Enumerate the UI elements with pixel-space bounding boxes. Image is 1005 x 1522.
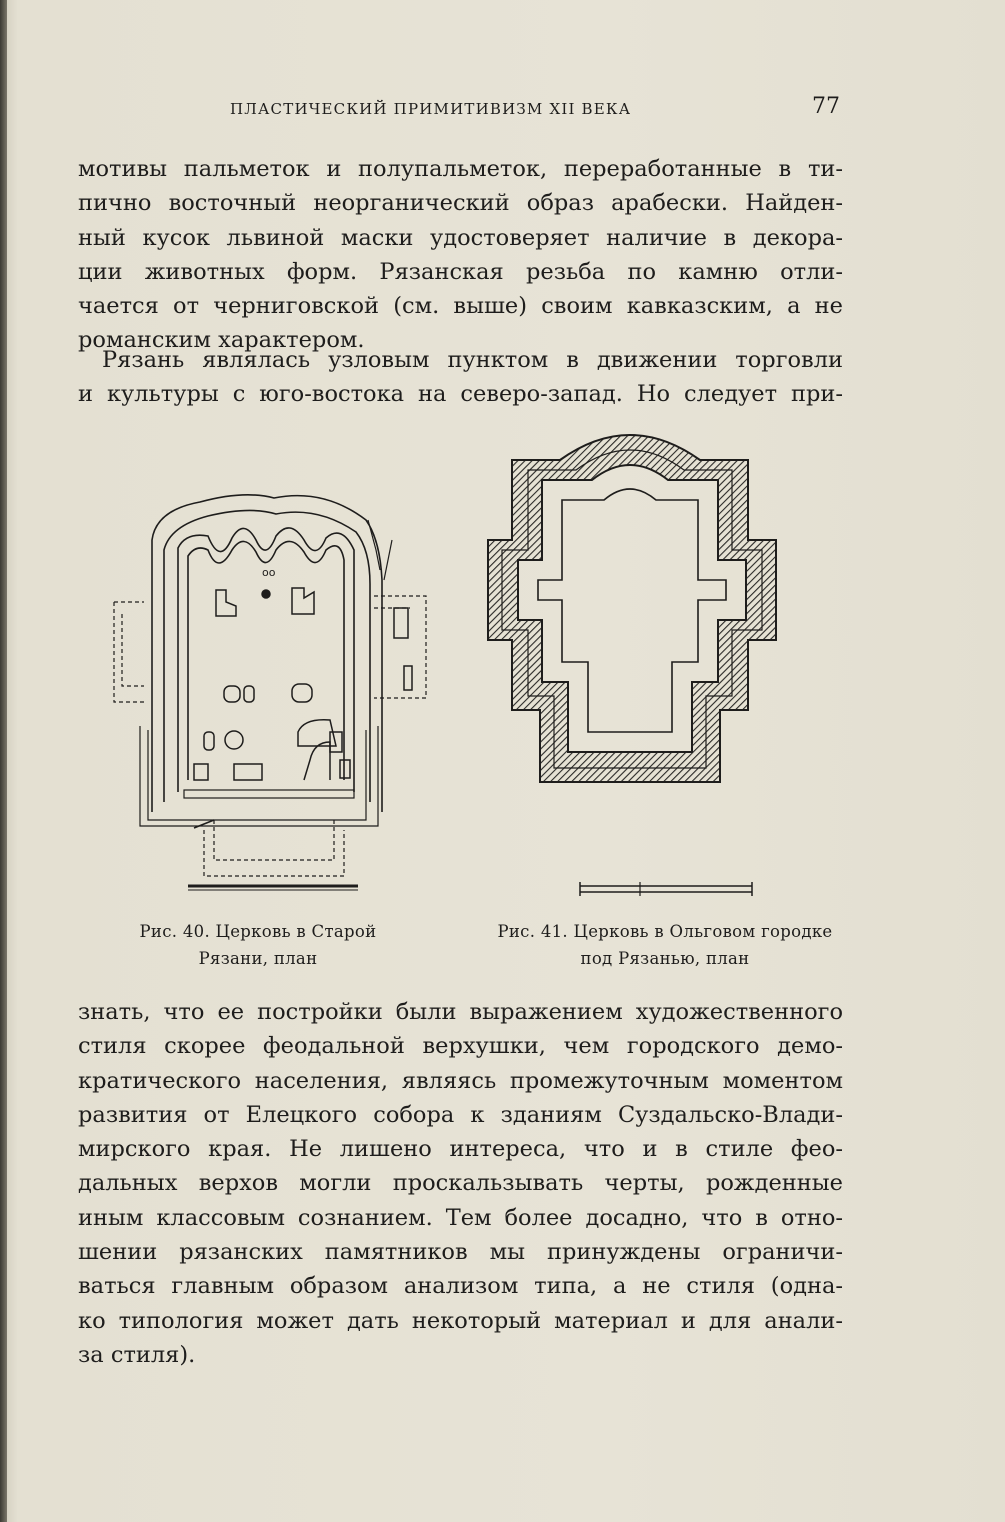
text-line: шении рязанских памятников мы принуждены ограничи- — [78, 1239, 843, 1266]
text-line: за стиля). — [78, 1341, 196, 1368]
text-line: развития от Елецкого собора к зданиям Суздальско-Влади- — [78, 1101, 843, 1128]
page-number: 77 — [812, 94, 840, 119]
figure-40-church-plan — [104, 480, 444, 900]
text-line: чается от черниговской (см. выше) своим кавказским, а не — [78, 293, 843, 320]
caption-line: Рис. 41. Церковь в Ольговом городке — [497, 922, 833, 941]
text-line: ко типология может дать некоторый материал и для анали- — [78, 1307, 843, 1334]
text-line: дальных верхов могли проскальзывать черты, рожденные — [78, 1170, 843, 1197]
text-line: знать, что ее постройки были выражением художественного — [78, 999, 843, 1025]
text-line: иным классовым сознанием. Тем более досадно, что в отно- — [78, 1204, 843, 1231]
text-line: ции животных форм. Рязанская резьба по камню отли- — [78, 258, 843, 285]
text-line: и культуры с юго-востока на северо-запад. Но следует при- — [78, 381, 843, 408]
text-line: пично восточный неорганический образ арабески. Найден- — [78, 190, 843, 217]
figure-40-caption — [108, 918, 408, 972]
figure-41-church-plan — [480, 420, 780, 900]
text-line: кратического населения, являясь промежуточным моментом — [78, 1067, 843, 1094]
text-line: стиля скорее феодальной верхушки, чем городского демо- — [78, 1033, 843, 1060]
text-line: ный кусок львиной маски удостоверяет наличие в декора- — [78, 224, 843, 251]
paragraph-1 — [78, 152, 843, 358]
caption-line: Рис. 40. Церковь в Старой — [139, 922, 377, 941]
text-line: романским характером. — [78, 327, 365, 354]
svg-text:оо: оо — [262, 566, 276, 579]
running-head: ПЛАСТИЧЕСКИЙ ПРИМИТИВИЗМ XII ВЕКА — [230, 100, 632, 118]
text-line: мирского края. Не лишено интереса, что и в стиле фео- — [78, 1136, 843, 1163]
figure-41-caption — [480, 918, 850, 972]
paragraph-2 — [78, 343, 843, 412]
caption-line: под Рязанью, план — [580, 949, 750, 968]
text-line: мотивы пальметок и полупальметок, переработанные в ти- — [78, 156, 843, 182]
book-spine-edge — [0, 0, 7, 1522]
text-line: Рязань являлась узловым пунктом в движении торговли — [102, 347, 843, 373]
text-line: ваться главным образом анализом типа, а не стиля (одна- — [78, 1273, 843, 1300]
caption-line: Рязани, план — [198, 949, 318, 968]
paragraph-3 — [78, 995, 843, 1372]
